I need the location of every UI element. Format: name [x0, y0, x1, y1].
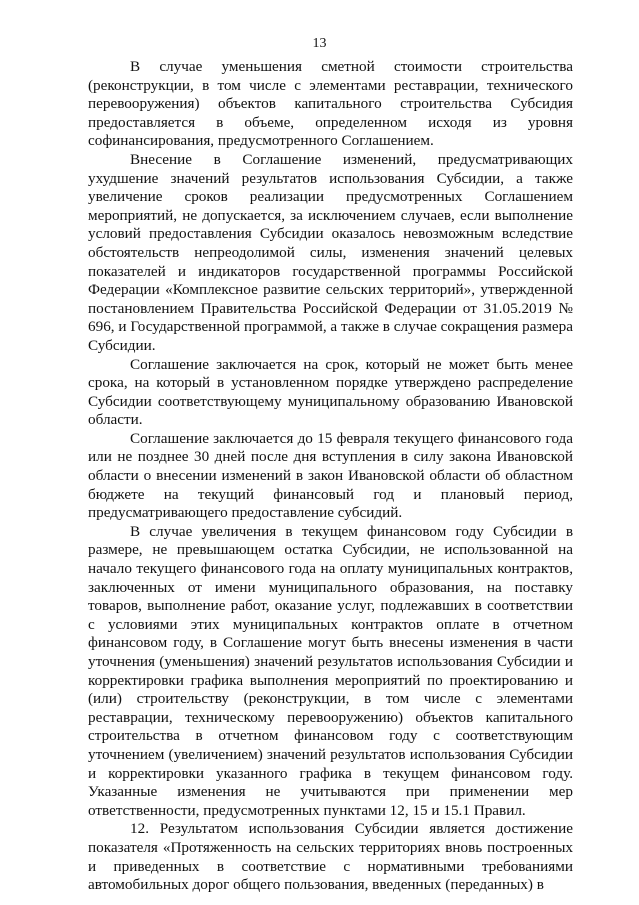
- paragraph-result-indicator: 12. Результатом использования Субсидии является достижение показателя «Протяженность на сельских территориях вновь построенных и приведенных в соответствие с нормативными требованиями автомобильных дорог общего пользования, введенных (переданных) в: [88, 820, 573, 894]
- paragraph-subsidy-increase: В случае увеличения в текущем финансовом году Субсидии в размере, не превышающем остатка Субсидии, не использованной на начало текущего финансового года на оплату муниципальных контрактов, заключенных от имени муниципального образования, на поставку товаров, выполнение работ, оказание услуг, подлежавших в соответствии с условиями этих муниципальных контрактов оплате в отчетном финансовом году, в Соглашение могут быть внесены изменения в части уточнения (уменьшения) значений результатов использования Субсидии и корректировки графика выполнения мероприятий по проектированию и (или) строительству (реконструкции, в том числе с элементами реставрации, техническому перевооружению) объектов капитального строительства в отчетном финансовом году с соответствующим уточнением (увеличением) значений результатов использования Субсидии и корректировки указанного графика в текущем финансовом году. Указанные изменения не учитываются при применении мер ответственности, предусмотренных пунктами 12, 15 и 15.1 Правил.: [88, 522, 573, 819]
- paragraph-agreement-changes: Внесение в Соглашение изменений, предусматривающих ухудшение значений результатов использования Субсидии, а также увеличение сроков реализации предусмотренных Соглашением мероприятий, не допускается, за исключением случаев, если выполнение условий предоставления Субсидии оказалось невозможным вследствие обстоятельств непреодолимой силы, изменения значений целевых показателей и индикаторов государственной программы Российской Федерации «Комплексное развитие сельских территорий», утвержденной постановлением Правительства Российской Федерации от 31.05.2019 № 696, и Государственной программой, а также в случае сокращения размера Субсидии.: [88, 150, 573, 354]
- paragraph-agreement-term: Соглашение заключается на срок, который не может быть менее срока, на который в установленном порядке утверждено распределение Субсидии соответствующему муниципальному образованию Ивановской области.: [88, 355, 573, 429]
- document-body: [88, 58, 573, 895]
- paragraph-agreement-deadline: Соглашение заключается до 15 февраля текущего финансового года или не позднее 30 дней после дня вступления в силу закона Ивановской области о внесении изменений в закон Ивановской области об областном бюджете на текущий финансовый год и плановый период, предусматривающего предоставление субсидий.: [88, 429, 573, 522]
- page-number: 13: [312, 36, 327, 51]
- paragraph-budget-reduction: В случае уменьшения сметной стоимости строительства (реконструкции, в том числе с элементами реставрации, технического перевооружения) объектов капитального строительства Субсидия предоставляется в объеме, определенном исходя из уровня софинансирования, предусмотренного Соглашением.: [88, 58, 573, 150]
